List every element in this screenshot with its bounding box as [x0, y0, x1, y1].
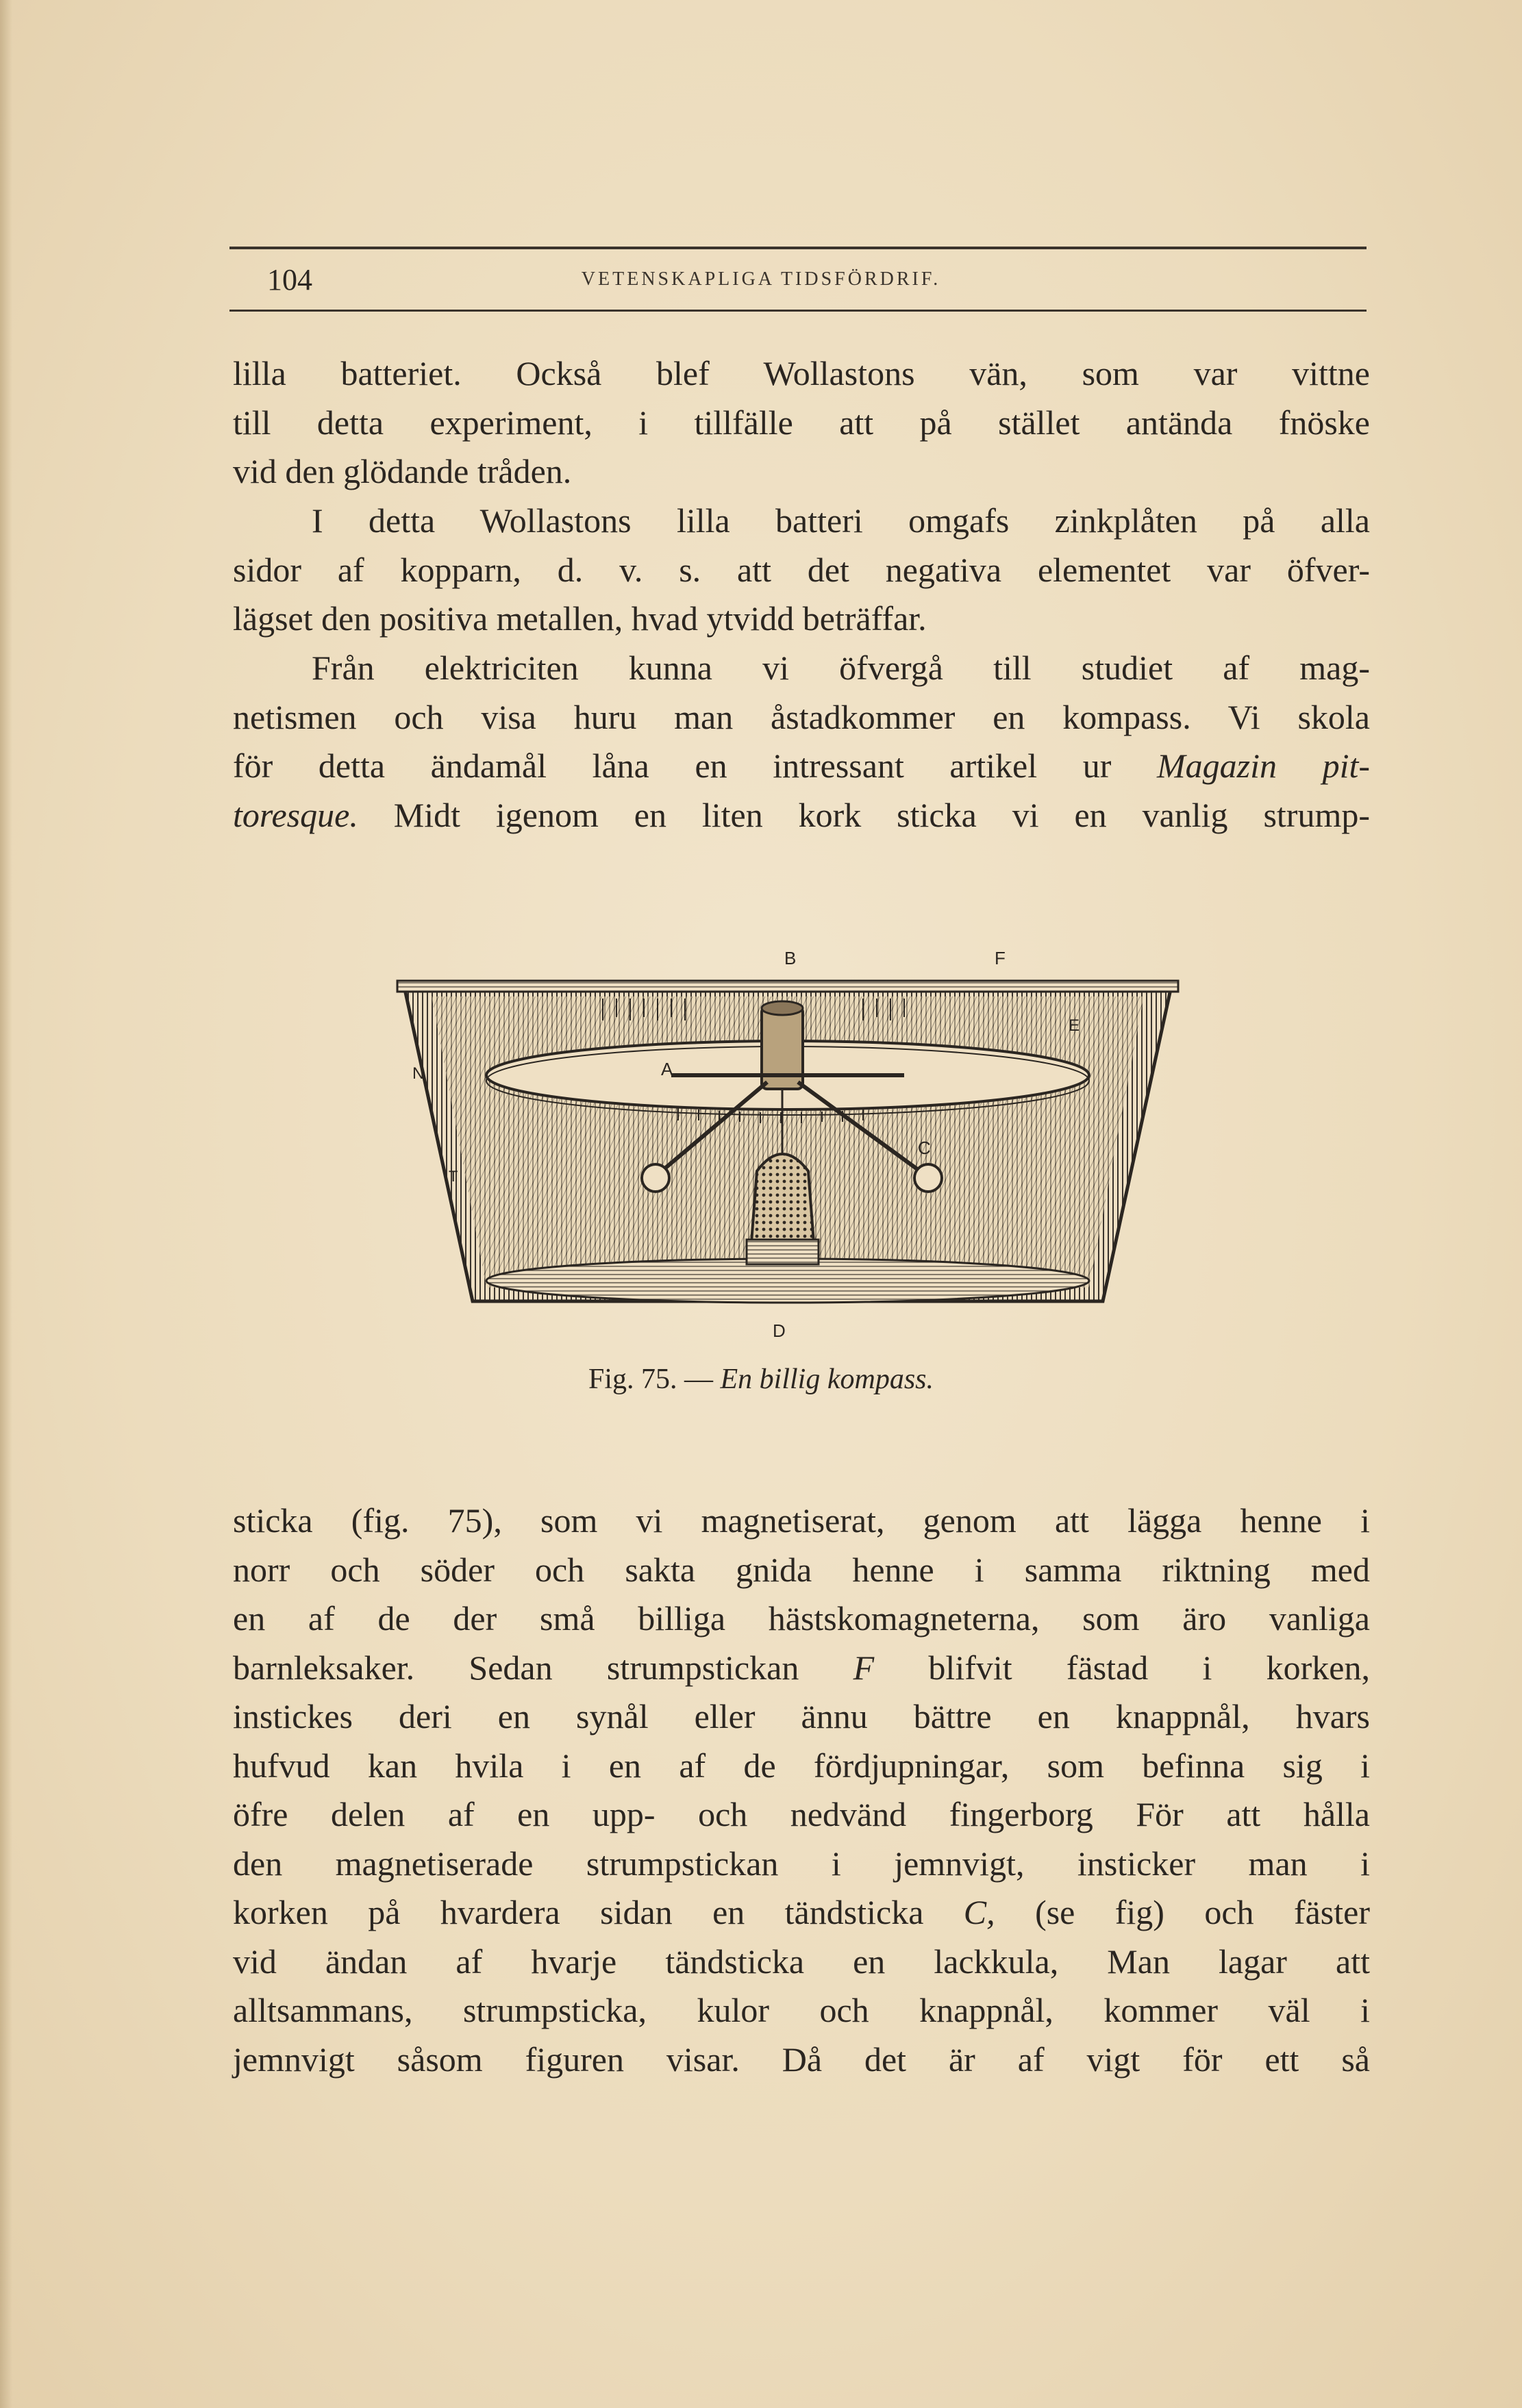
text-line: vid ändan af hvarje tändsticka en lackkula, Man lagar att	[233, 1942, 1370, 1981]
label-d: D	[773, 1320, 786, 1341]
label-f: F	[995, 948, 1006, 968]
wax-ball-right	[914, 1164, 942, 1192]
text-run: (se fig) och fäster	[1035, 1893, 1370, 1931]
text-line: en af de der små billiga hästskomagneterna, som äro vanliga	[233, 1599, 1370, 1638]
text-line-mixed	[233, 791, 1370, 840]
italic-letter: F	[853, 1648, 875, 1687]
text-line: vid den glödande tråden.	[233, 452, 572, 490]
text-run: Midt igenom en liten kork sticka vi en vanlig strump-	[393, 795, 1371, 834]
text-line-mixed	[233, 1888, 1370, 1937]
text-line: till detta experiment, i tillfälle att på stället antända fnöske	[233, 403, 1370, 442]
text-line: alltsammans, strumpsticka, kulor och knappnål, kommer väl i	[233, 1991, 1370, 2029]
page-number: 104	[267, 263, 312, 297]
caption-title: En billig kompass.	[720, 1364, 934, 1395]
header-underline	[229, 310, 1367, 312]
text-line: Från elektriciten kunna vi öfvergå till studiet af mag-	[312, 649, 1370, 687]
paragraph-4	[233, 1496, 1370, 2084]
label-a: A	[661, 1059, 673, 1079]
wax-ball-left	[642, 1164, 669, 1192]
header-rule	[229, 247, 1367, 249]
text-line: jemnvigt såsom figuren visar. Då det är af vigt för ett så	[233, 2040, 1370, 2079]
text-line: sticka (fig. 75), som vi magnetiserat, genom att lägga henne i	[233, 1501, 1370, 1540]
text-line-mixed	[233, 742, 1370, 791]
page-edge-shadow	[0, 0, 12, 2408]
text-line: sidor af kopparn, d. v. s. att det negativa elementet var öfver-	[233, 550, 1370, 589]
label-c: C	[918, 1138, 931, 1158]
running-title: VETENSKAPLIGA TIDSFÖRDRIF.	[581, 268, 941, 290]
figure-caption	[0, 1363, 1522, 1396]
label-n: N	[412, 1064, 425, 1083]
text-line: norr och söder och sakta gnida henne i samma riktning med	[233, 1550, 1370, 1589]
text-run: för detta ändamål låna en intressant artikel ur	[233, 747, 1112, 785]
caption-prefix: Fig. 75. —	[588, 1364, 714, 1395]
text-line: lägset den positiva metallen, hvad ytvidd beträffar.	[233, 599, 927, 638]
text-line: öfre delen af en upp- och nedvänd fingerborg För att hålla	[233, 1795, 1370, 1833]
bowl-rim	[397, 981, 1178, 992]
text-run: barnleksaker. Sedan strumpstickan	[233, 1648, 799, 1687]
text-line: den magnetiserade strumpstickan i jemnvigt, insticker man i	[233, 1844, 1370, 1883]
text-line: hufvud kan hvila i en af de fördjupningar, som befinna sig i	[233, 1746, 1370, 1785]
italic-title: Magazin pit-	[1156, 747, 1371, 785]
text-line: I detta Wollastons lilla batteri omgafs zinkplåten på alla	[312, 501, 1370, 540]
text-run: blifvit fästad i korken,	[928, 1648, 1371, 1687]
paragraph-1	[233, 349, 1370, 497]
text-line: lilla batteriet. Också blef Wollastons vän, som var vittne	[233, 354, 1370, 392]
paragraph-2	[233, 497, 1370, 644]
italic-title: toresque.	[233, 795, 358, 834]
paragraph-3	[233, 644, 1370, 840]
text-line: netismen och visa huru man åstadkommer en kompass. Vi skola	[233, 697, 1370, 736]
text-line-mixed	[233, 1644, 1370, 1693]
label-t: T	[449, 1168, 458, 1185]
label-b: B	[784, 948, 797, 968]
text-run: korken på hvardera sidan en tändsticka	[233, 1893, 924, 1931]
text-line: instickes deri en synål eller ännu bättre en knappnål, hvars	[233, 1697, 1370, 1735]
label-e: E	[1069, 1016, 1080, 1035]
compass-figure	[384, 945, 1192, 1342]
italic-letter: C,	[963, 1893, 995, 1931]
